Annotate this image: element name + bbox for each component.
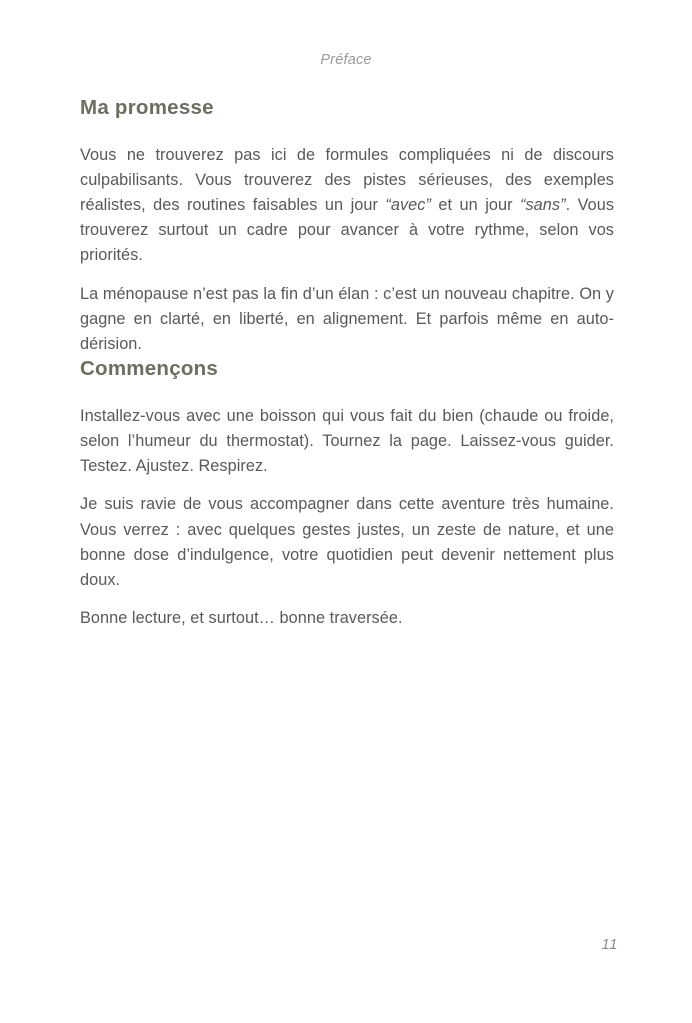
section-heading-commencons: Commençons [80, 357, 219, 381]
section-heading-ma-promesse: Ma promesse [80, 96, 214, 119]
running-head: Préface [320, 52, 372, 68]
page-content [80, 96, 614, 631]
page-number: 11 [601, 936, 618, 953]
paragraph-commencons-1: Installez-vous avec une boisson qui vous fait du bien (chaude ou froide, selon l’humeur du thermostat). Tournez la page. Laissez-vous guider. Testez. Ajustez. Respirez. [80, 406, 614, 476]
paragraph-ma-promesse-2: La ménopause n’est pas la fin d’un élan : c’est un nouveau chapitre. On y gagne en clarté, en liberté, en alignement. Et parfois même en auto-dérision. [80, 284, 614, 354]
italic-quoted-term: “sans” [520, 196, 566, 214]
paragraph-commencons-2: Je suis ravie de vous accompagner dans cette aventure très humaine. Vous verrez : avec quelques gestes justes, un zeste de nature, et une bonne dose d’indulgence, votre quotidien peut devenir nettement plus doux. [80, 495, 614, 590]
italic-quoted-term: “avec” [385, 196, 431, 214]
paragraph-closing-line: Bonne lecture, et surtout… bonne traversée. [80, 609, 403, 628]
paragraph-ma-promesse-1: Vous ne trouverez pas ici de formules compliquées ni de discours culpabilisants. Vous trouverez des pistes sérieuses, des exemples réalistes, des routines faisables un jour “avec” et un jour “sans”. Vous trouverez surtout un cadre pour avancer à votre rythme, selon vos priorités. [80, 145, 615, 265]
